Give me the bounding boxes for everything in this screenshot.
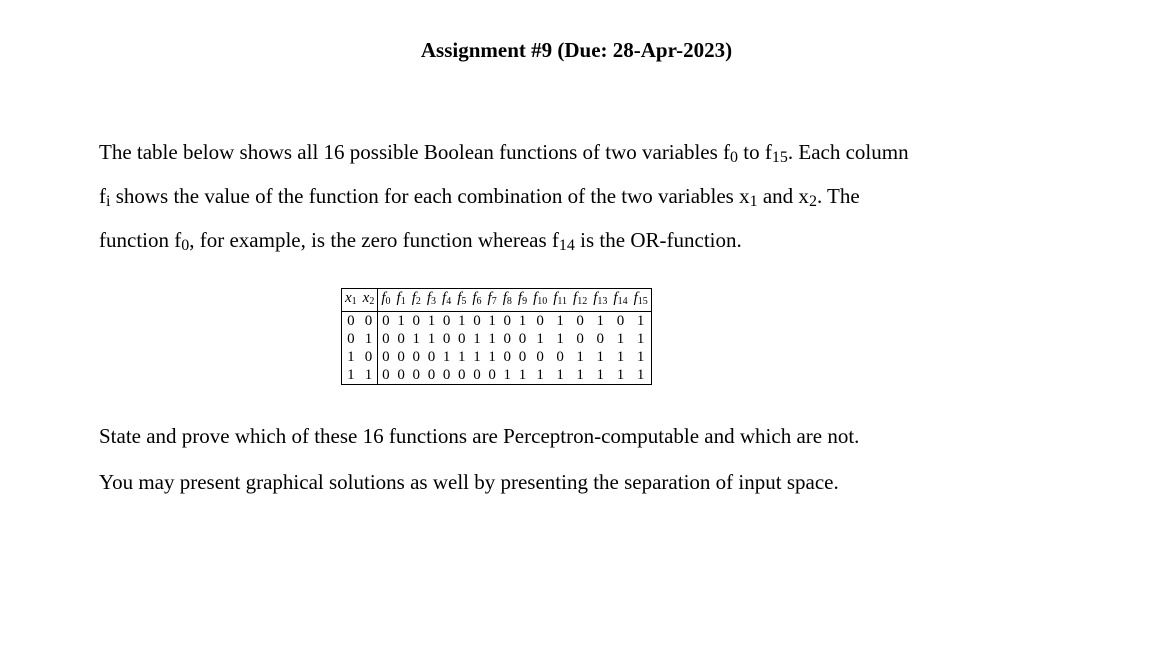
function-value-cell: 0 — [412, 367, 421, 383]
function-value-cell: 0 — [503, 313, 512, 329]
function-column-header — [610, 289, 630, 312]
function-value-cell: 1 — [503, 367, 512, 383]
header-subscript: 6 — [476, 296, 482, 307]
function-column-header — [469, 289, 484, 312]
function-column-header — [454, 289, 469, 312]
function-value-cell: 0 — [412, 313, 421, 329]
input-cell: 0 — [360, 312, 378, 331]
header-subscript: 11 — [557, 296, 568, 307]
header-subscript: 4 — [446, 296, 452, 307]
header-symbol: f — [472, 290, 477, 306]
header-symbol: f — [396, 290, 401, 306]
header-subscript: 9 — [522, 296, 528, 307]
input-cell: 1 — [347, 367, 355, 383]
header-subscript: 14 — [617, 296, 628, 307]
header-symbol: x — [345, 290, 352, 306]
function-value-cell: 0 — [458, 331, 466, 347]
function-column-header — [378, 289, 394, 312]
function-column-header — [424, 289, 439, 312]
input-column-header — [360, 289, 378, 312]
header-symbol: f — [533, 290, 538, 306]
header-symbol: f — [573, 290, 578, 306]
function-value-cell: 1 — [556, 331, 564, 347]
function-value-cell: 1 — [616, 349, 625, 365]
function-column-header — [570, 289, 590, 312]
function-value-cell: 1 — [616, 367, 625, 383]
function-value-cell: 1 — [556, 313, 564, 329]
function-value-cell: 1 — [636, 349, 645, 365]
input-cell: 0 — [360, 348, 378, 366]
function-value-cell: 1 — [473, 331, 481, 347]
function-value-cell: 0 — [382, 349, 390, 365]
function-value-cell: 1 — [576, 349, 584, 365]
function-value-cell: 0 — [427, 349, 436, 365]
function-value-cell: 1 — [473, 349, 481, 365]
function-value-cell: 0 — [427, 367, 436, 383]
function-value-cell: 1 — [397, 313, 405, 329]
function-value-cell: 0 — [518, 349, 527, 365]
header-subscript: 10 — [537, 296, 548, 307]
table-row — [342, 312, 652, 331]
function-value-cell: 0 — [473, 313, 481, 329]
function-value-cell: 0 — [382, 367, 390, 383]
function-value-cell: 0 — [442, 313, 451, 329]
function-value-cell: 1 — [616, 331, 625, 347]
header-subscript: 1 — [400, 296, 406, 307]
header-subscript: 13 — [597, 296, 608, 307]
intro-line-1: The table below shows all 16 possible Boolean functions of two variables f0 to f15. Each column — [99, 140, 909, 166]
function-value-cell: 1 — [412, 331, 421, 347]
header-symbol: f — [457, 290, 462, 306]
header-subscript: 3 — [431, 296, 437, 307]
header-subscript: 15 — [637, 296, 648, 307]
function-value-cell: 0 — [458, 367, 466, 383]
function-value-cell: 0 — [412, 349, 421, 365]
input-cell: 0 — [347, 313, 355, 329]
function-value-cell: 1 — [596, 367, 605, 383]
function-value-cell: 1 — [488, 313, 496, 329]
input-cell: 0 — [347, 331, 355, 347]
header-symbol: f — [502, 290, 507, 306]
truth-table-container — [341, 288, 652, 385]
function-value-cell: 1 — [427, 331, 436, 347]
function-column-header — [485, 289, 500, 312]
function-value-cell: 1 — [442, 349, 451, 365]
function-value-cell: 0 — [397, 331, 405, 347]
header-subscript: 1 — [351, 296, 357, 307]
function-column-header — [515, 289, 530, 312]
function-value-cell: 1 — [488, 349, 496, 365]
function-value-cell: 1 — [458, 313, 466, 329]
header-subscript: 2 — [415, 296, 421, 307]
function-value-cell: 0 — [518, 331, 527, 347]
function-column-header — [394, 289, 409, 312]
function-value-cell: 1 — [536, 367, 544, 383]
function-value-cell: 0 — [382, 313, 390, 329]
function-value-cell: 0 — [442, 331, 451, 347]
function-value-cell: 0 — [576, 331, 584, 347]
assignment-title: Assignment #9 (Due: 28-Apr-2023) — [420, 38, 733, 62]
function-value-cell: 1 — [636, 331, 645, 347]
function-value-cell: 1 — [536, 331, 544, 347]
function-value-cell: 0 — [536, 313, 544, 329]
header-subscript: 2 — [369, 296, 375, 307]
function-value-cell: 0 — [576, 313, 584, 329]
table-row — [342, 348, 652, 366]
input-cell: 1 — [360, 366, 378, 385]
function-value-cell: 0 — [397, 367, 405, 383]
function-column-header — [590, 289, 610, 312]
header-symbol: f — [442, 290, 447, 306]
header-symbol: f — [593, 290, 598, 306]
function-column-header — [631, 289, 652, 312]
input-cell: 1 — [347, 349, 355, 365]
function-value-cell: 0 — [616, 313, 625, 329]
header-symbol: f — [553, 290, 558, 306]
table-header-row — [342, 289, 652, 312]
table-row — [342, 366, 652, 385]
header-subscript: 5 — [461, 296, 467, 307]
function-column-header — [550, 289, 570, 312]
input-cell: 1 — [360, 330, 378, 348]
header-symbol: f — [613, 290, 618, 306]
function-column-header — [500, 289, 515, 312]
function-value-cell: 1 — [596, 349, 605, 365]
function-value-cell: 0 — [442, 367, 451, 383]
function-value-cell: 1 — [488, 331, 496, 347]
intro-line-3: function f0, for example, is the zero function whereas f14 is the OR-function. — [99, 228, 742, 254]
function-value-cell: 0 — [382, 331, 390, 347]
header-symbol: f — [633, 290, 638, 306]
task-line-1: State and prove which of these 16 functions are Perceptron-computable and which are not. — [99, 424, 860, 448]
function-value-cell: 0 — [503, 349, 512, 365]
function-value-cell: 1 — [636, 367, 645, 383]
header-subscript: 0 — [385, 296, 391, 307]
header-symbol: f — [381, 290, 386, 306]
function-column-header — [409, 289, 424, 312]
function-value-cell: 1 — [636, 313, 645, 329]
header-symbol: f — [426, 290, 432, 306]
function-column-header — [439, 289, 454, 312]
function-value-cell: 1 — [518, 367, 527, 383]
function-value-cell: 0 — [473, 367, 481, 383]
function-value-cell: 1 — [596, 313, 605, 329]
function-value-cell: 0 — [536, 349, 544, 365]
header-symbol: f — [487, 290, 492, 306]
boolean-function-truth-table — [341, 288, 652, 385]
function-value-cell: 1 — [427, 313, 436, 329]
function-value-cell: 0 — [503, 331, 512, 347]
function-value-cell: 1 — [556, 367, 564, 383]
header-symbol: x — [362, 290, 370, 306]
intro-line-2: fi shows the value of the function for each combination of the two variables x1 and x2. The — [99, 184, 860, 210]
header-symbol: f — [517, 290, 523, 306]
header-subscript: 12 — [577, 296, 588, 307]
header-subscript: 7 — [491, 296, 497, 307]
function-value-cell: 0 — [488, 367, 496, 383]
function-value-cell: 0 — [397, 349, 405, 365]
function-column-header — [530, 289, 550, 312]
input-column-header — [342, 289, 360, 312]
function-value-cell: 0 — [596, 331, 605, 347]
table-row — [342, 330, 652, 348]
task-line-2: You may present graphical solutions as well by presenting the separation of input space. — [99, 470, 839, 494]
function-value-cell: 0 — [556, 349, 564, 365]
function-value-cell: 1 — [458, 349, 466, 365]
function-value-cell: 1 — [576, 367, 584, 383]
header-symbol: f — [411, 290, 416, 306]
function-value-cell: 1 — [518, 313, 527, 329]
header-subscript: 8 — [506, 296, 512, 307]
